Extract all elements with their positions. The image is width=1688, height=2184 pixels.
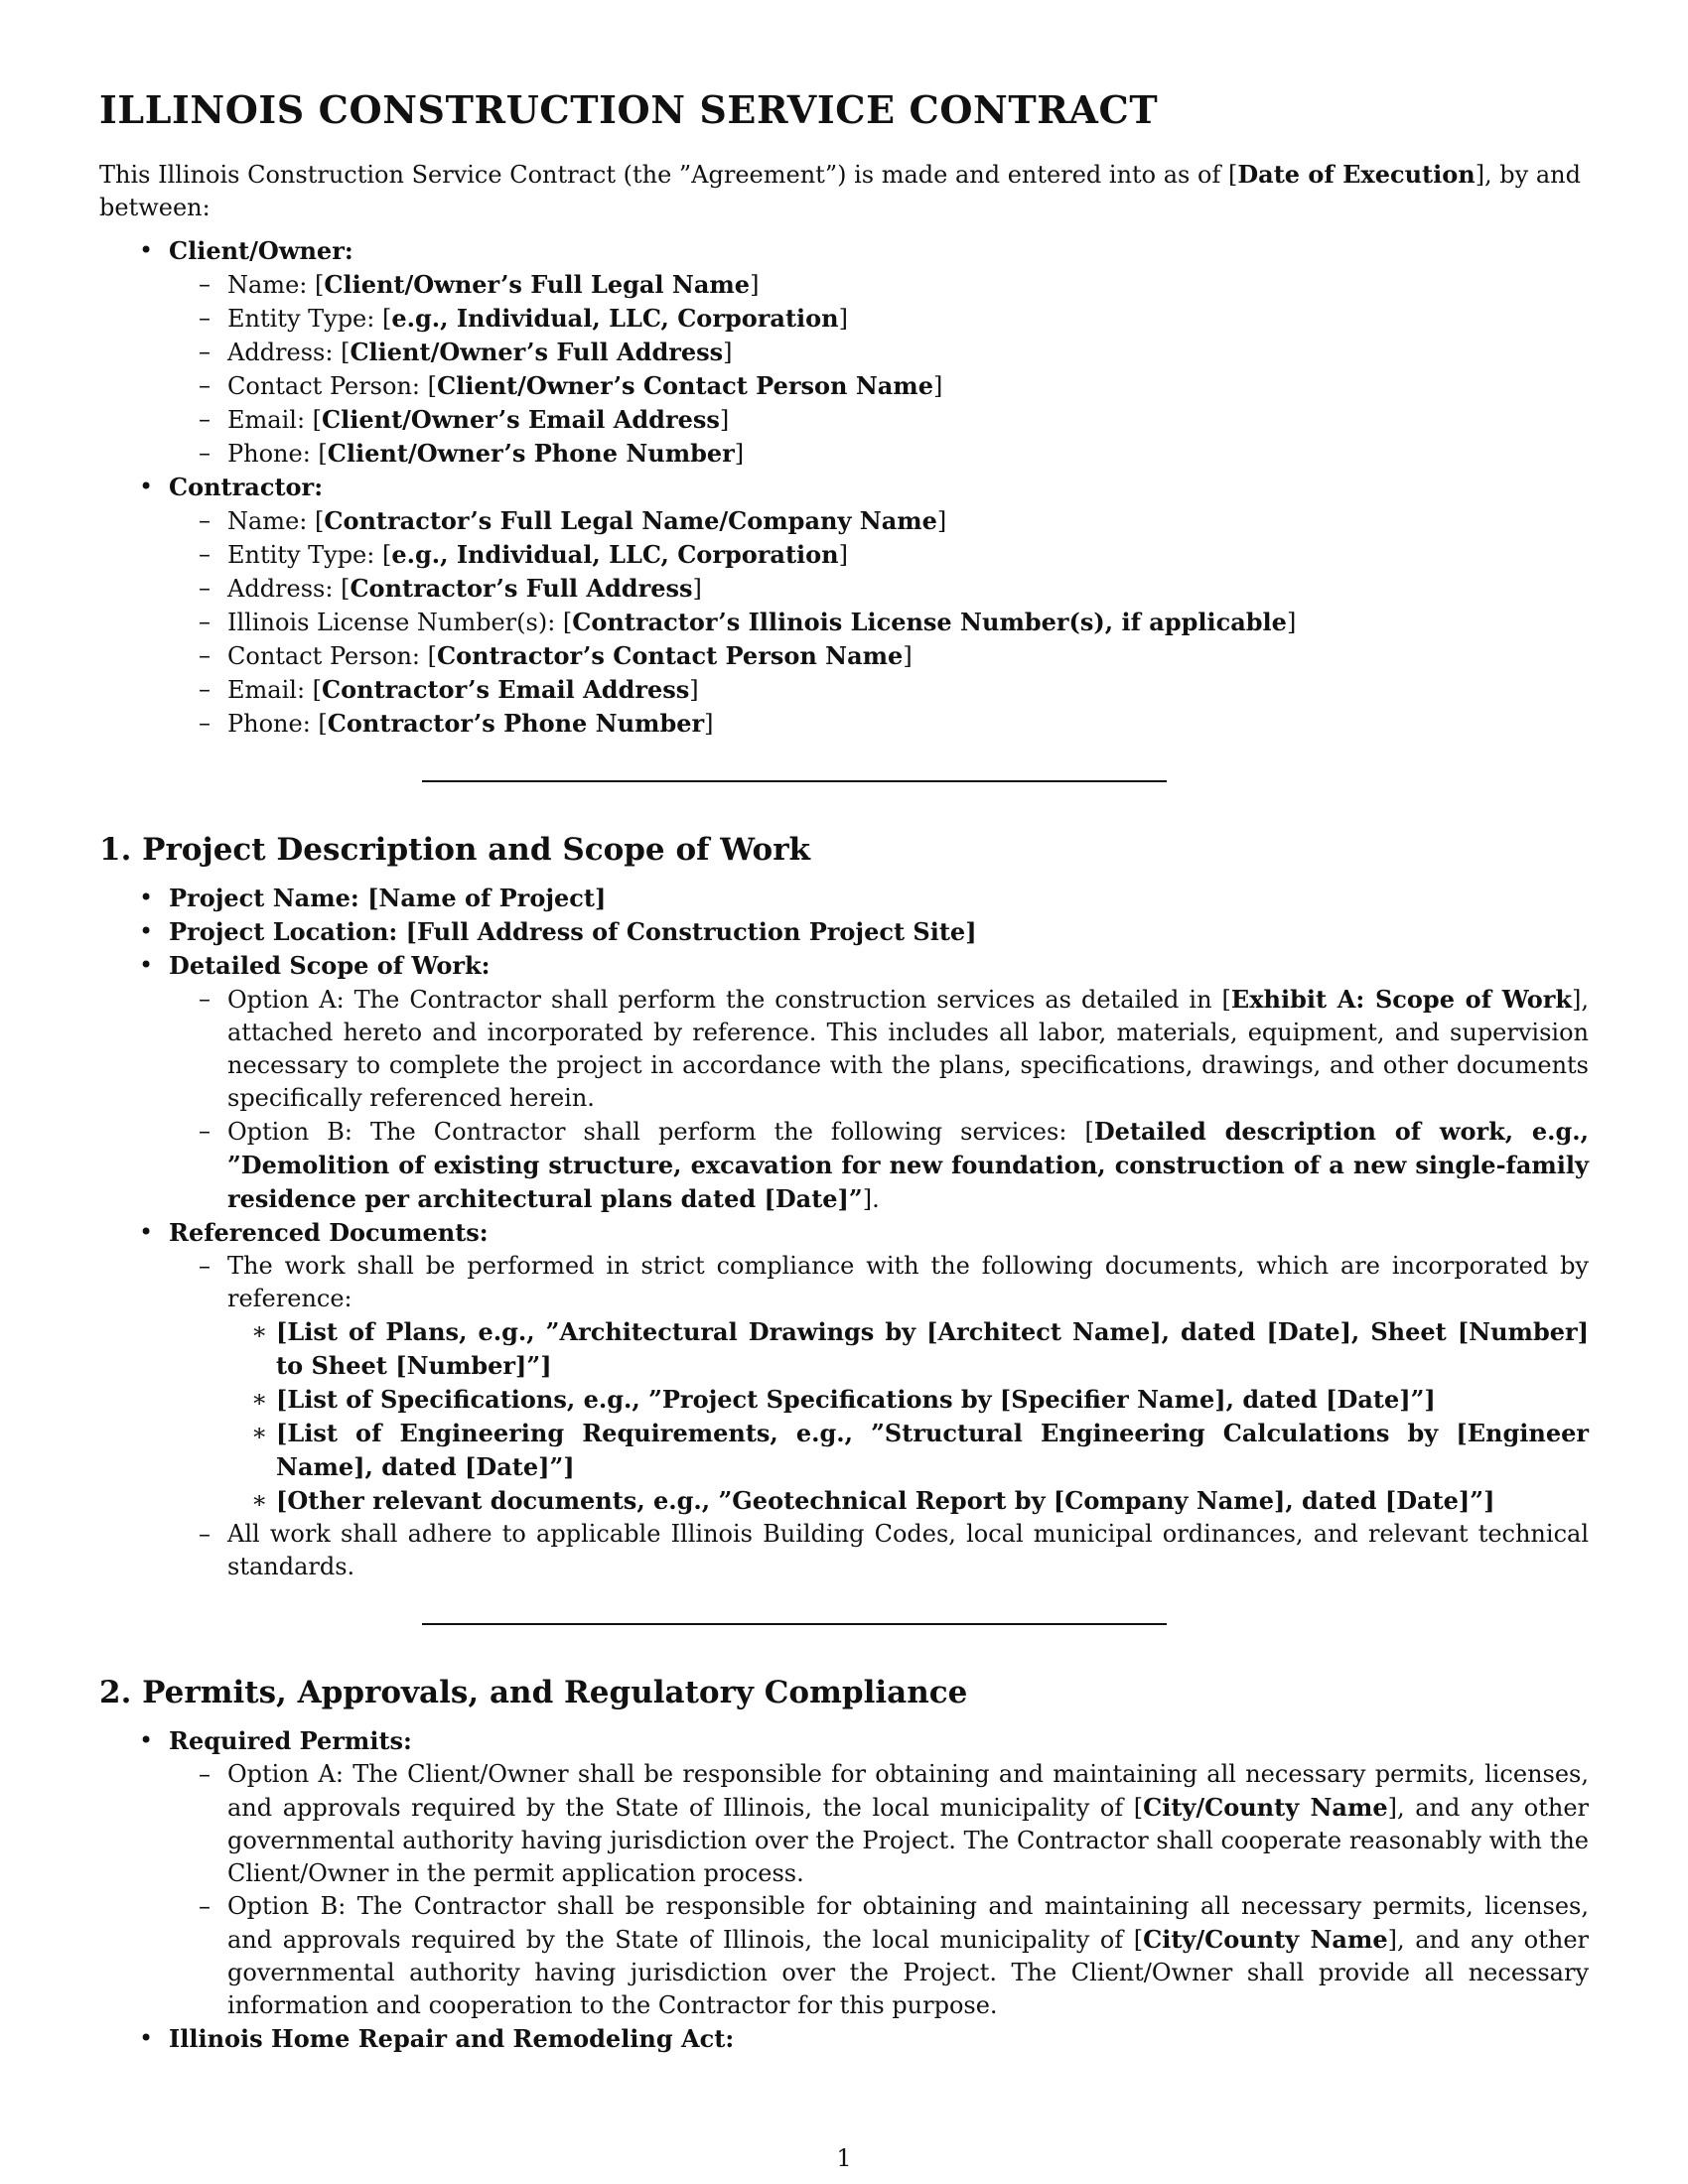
referenced-intro: – The work shall be performed in strict compliance with the following documents, which are incorporated by reference: ∗ [List of Plans, e.g., ”Architectural Drawings by [Architect Name], dated [Date], Sheet [Number] to Sheet [Number]”] ∗ [List of Specifications, e.g., ”Project Specifications by [Specifier Name], dated [Date]”] ∗ [List of Engineering Requirements, e.g., ”Structural Engineering Calculations by [Engineer Name], dated [Date]”] ∗ [Other relevant documents, e.g., ”Geotechnical Report by [Company Name], dated [Date]”] <box>169 1250 1589 1518</box>
party-field: – Contact Person: [Contractor’s Contact Person Name] <box>169 639 1589 673</box>
party-field: – Phone: [Contractor’s Phone Number] <box>169 707 1589 741</box>
referenced-document: ∗ [Other relevant documents, e.g., ”Geotechnical Report by [Company Name], dated [Date]”] <box>227 1484 1589 1518</box>
party-field: – Entity Type: [e.g., Individual, LLC, Corporation] <box>169 302 1589 336</box>
section-2-heading: 2. Permits, Approvals, and Regulatory Compliance <box>99 1675 968 1710</box>
party-field: – Name: [Contractor’s Full Legal Name/Company Name] <box>169 504 1589 538</box>
scope-option-a: – Option A: The Contractor shall perform the construction services as detailed in [Exhibit A: Scope of Work], attached hereto and incorporated by reference. This includes all labor, materials, equipment, and supervision necessary to complete the project in accordance with the plans, specifications, drawings, and other documents specifically referenced herein. <box>169 983 1589 1115</box>
contractor-block <box>99 471 1589 741</box>
client-owner-block <box>99 234 1589 471</box>
section-divider <box>422 780 1167 782</box>
parties-list <box>99 234 1589 741</box>
project-location-item: • Project Location: [Full Address of Construction Project Site] <box>99 915 1589 949</box>
party-field: – Illinois License Number(s): [Contractor’s Illinois License Number(s), if applicable] <box>169 606 1589 639</box>
party-field: – Contact Person: [Client/Owner’s Contact Person Name] <box>169 369 1589 403</box>
party-field: – Name: [Client/Owner’s Full Legal Name] <box>169 268 1589 302</box>
date-of-execution-field: Date of Execution <box>1237 160 1476 189</box>
party-field: – Email: [Contractor’s Email Address] <box>169 673 1589 707</box>
section-2-list <box>99 1724 1589 2056</box>
home-repair-act-item: • Illinois Home Repair and Remodeling Act: <box>99 2022 1589 2056</box>
party-field: – Email: [Client/Owner’s Email Address] <box>169 403 1589 437</box>
section-divider <box>422 1623 1167 1625</box>
referenced-document: ∗ [List of Plans, e.g., ”Architectural Drawings by [Architect Name], dated [Date], Sheet [Number] to Sheet [Number]”] <box>227 1315 1589 1383</box>
referenced-document: ∗ [List of Specifications, e.g., ”Project Specifications by [Specifier Name], dated [Date]”] <box>227 1383 1589 1417</box>
building-codes-note: – All work shall adhere to applicable Illinois Building Codes, local municipal ordinances, and relevant technical standards. <box>169 1518 1589 1583</box>
contractor-heading: Contractor: <box>169 473 324 501</box>
required-permits-item: • Required Permits: – Option A: The Client/Owner shall be responsible for obtaining and maintaining all necessary permits, licenses, and approvals required by the State of Illinois, the local municipality of [City/County Name], and any other governmental authority having jurisdiction over the Project. The Contractor shall cooperate reasonably with the Client/Owner in the permit application process. – Option B: The Contractor shall be responsible for obtaining and maintaining all necessary permits, licenses, and approvals required by the State of Illinois, the local municipality of [City/County Name], and any other governmental authority having jurisdiction over the Project. The Client/Owner shall provide all necessary information and cooperation to the Contractor for this purpose. <box>99 1724 1589 2022</box>
project-name-item: • Project Name: [Name of Project] <box>99 882 1589 915</box>
permits-option-a: – Option A: The Client/Owner shall be responsible for obtaining and maintaining all necessary permits, licenses, and approvals required by the State of Illinois, the local municipality of [City/County Name], and any other governmental authority having jurisdiction over the Project. The Contractor shall cooperate reasonably with the Client/Owner in the permit application process. <box>169 1758 1589 1890</box>
document-page <box>99 87 1589 2056</box>
document-title: ILLINOIS CONSTRUCTION SERVICE CONTRACT <box>99 87 1159 132</box>
section-1-list <box>99 882 1589 1583</box>
referenced-documents-item: • Referenced Documents: – The work shall be performed in strict compliance with the following documents, which are incorporated by reference: ∗ [List of Plans, e.g., ”Architectural Drawings by [Architect Name], dated [Date], Sheet [Number] to Sheet [Number]”] ∗ [List of Specifications, e.g., ”Project Specifications by [Specifier Name], dated [Date]”] ∗ [List of Engineering Requirements, e.g., ”Structural Engineering Calculations by [Engineer Name], dated [Date]”] ∗ [Other relevant documents, e.g., ”Geotechnical Report by [Company Name], dated [Date]”] – All work shall adhere to applicable Illinois Building Codes, local municipal ordinances, and relevant technical standards. <box>99 1216 1589 1583</box>
permits-option-b: – Option B: The Contractor shall be responsible for obtaining and maintaining all necessary permits, licenses, and approvals required by the State of Illinois, the local municipality of [City/County Name], and any other governmental authority having jurisdiction over the Project. The Client/Owner shall provide all necessary information and cooperation to the Contractor for this purpose. <box>169 1890 1589 2022</box>
party-field: – Address: [Client/Owner’s Full Address] <box>169 336 1589 369</box>
scope-option-b: – Option B: The Contractor shall perform the following services: [Detailed description of work, e.g., ”Demolition of existing structure, excavation for new foundation, construction of a new single-family residence per architectural plans dated [Date]”]. <box>169 1115 1589 1216</box>
page-number: 1 <box>836 2144 852 2172</box>
intro-paragraph: This Illinois Construction Service Contract (the ”Agreement”) is made and entered into as of [Date of Execution], by and between: <box>99 160 1581 221</box>
party-field: – Address: [Contractor’s Full Address] <box>169 572 1589 606</box>
referenced-document: ∗ [List of Engineering Requirements, e.g., ”Structural Engineering Calculations by [Engineer Name], dated [Date]”] <box>227 1417 1589 1484</box>
section-1-heading: 1. Project Description and Scope of Work <box>99 832 811 868</box>
party-field: – Entity Type: [e.g., Individual, LLC, Corporation] <box>169 538 1589 572</box>
party-field: – Phone: [Client/Owner’s Phone Number] <box>169 437 1589 471</box>
client-owner-heading: Client/Owner: <box>169 236 353 265</box>
scope-of-work-item: • Detailed Scope of Work: – Option A: The Contractor shall perform the construction services as detailed in [Exhibit A: Scope of Work], attached hereto and incorporated by reference. This includes all labor, materials, equipment, and supervision necessary to complete the project in accordance with the plans, specifications, drawings, and other documents specifically referenced herein. – Option B: The Contractor shall perform the following services: [Detailed description of work, e.g., ”Demolition of existing structure, excavation for new foundation, construction of a new single-family residence per architectural plans dated [Date]”]. <box>99 949 1589 1216</box>
